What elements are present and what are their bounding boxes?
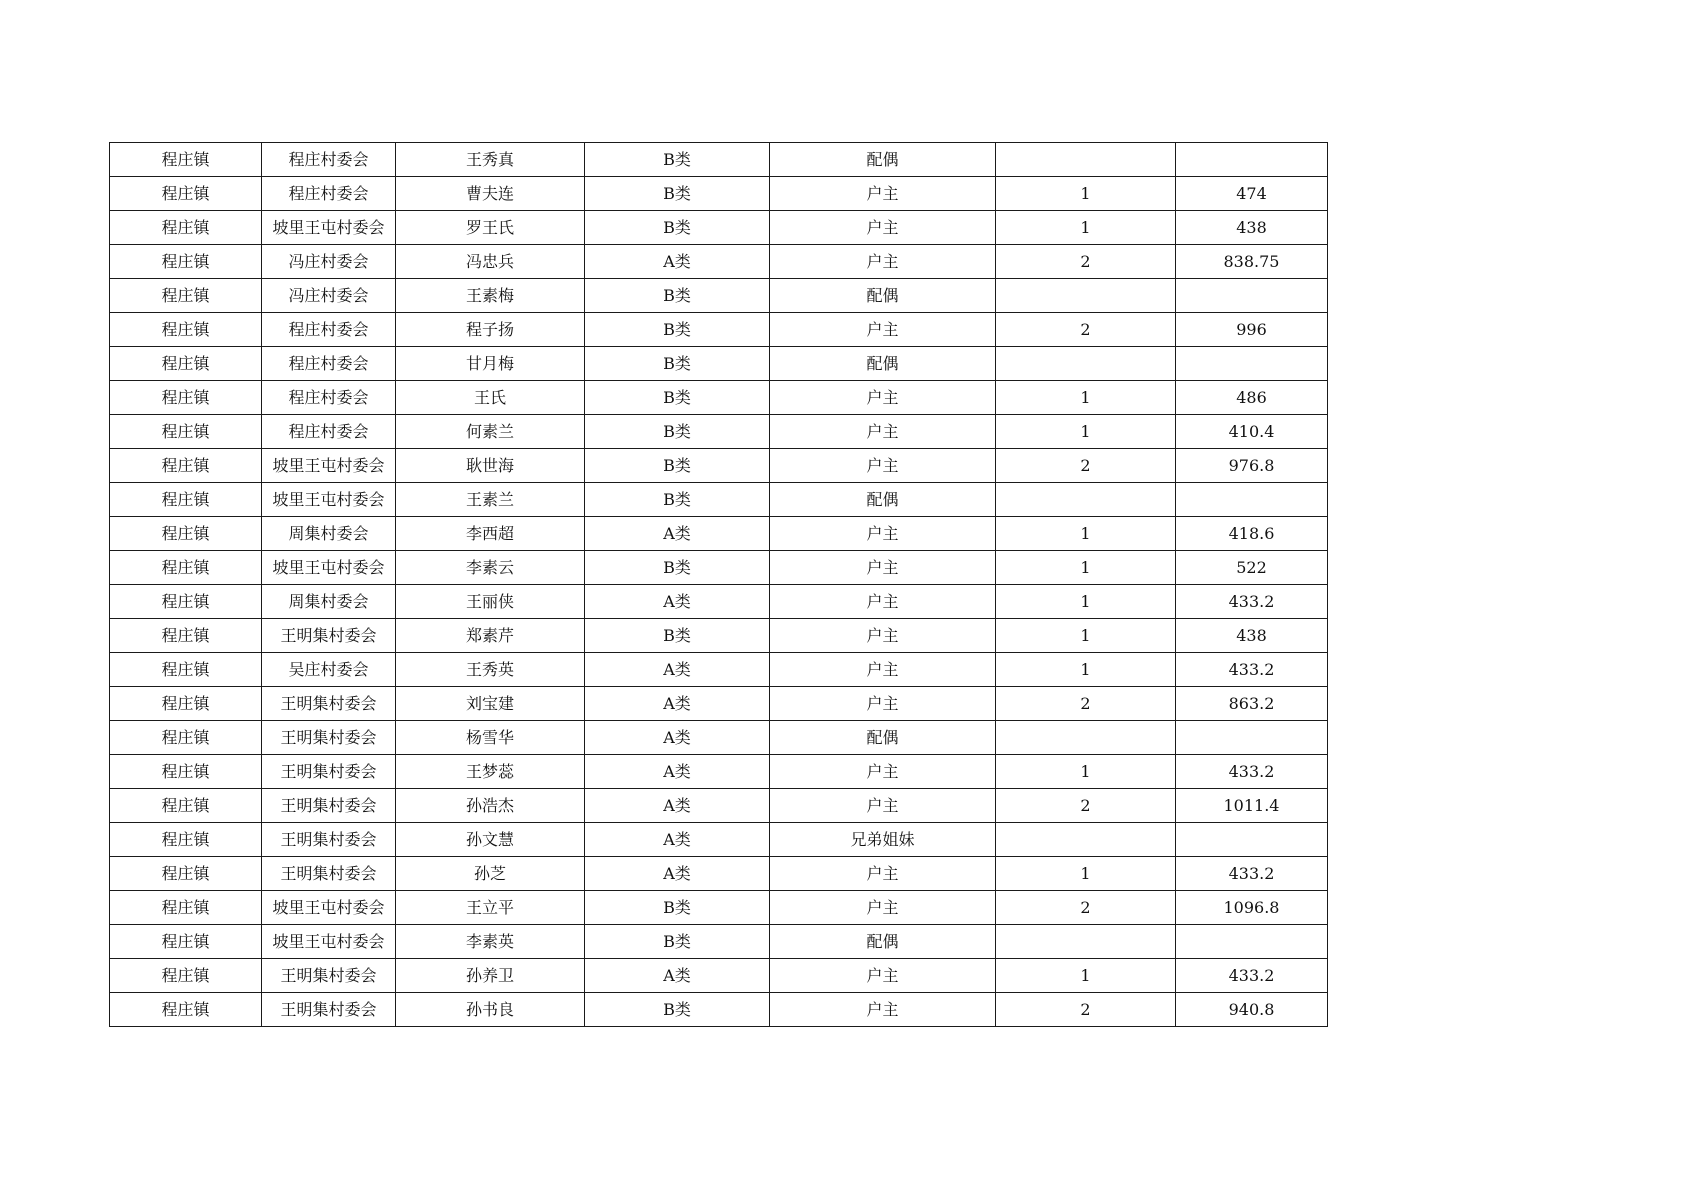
name-cell: 王素兰 [396, 483, 585, 517]
town-cell: 程庄镇 [110, 143, 262, 177]
table-row [110, 551, 1328, 585]
village-cell: 冯庄村委会 [262, 245, 396, 279]
category-cell: A类 [585, 857, 770, 891]
table-row [110, 279, 1328, 313]
category-cell: B类 [585, 993, 770, 1027]
table-row [110, 823, 1328, 857]
count-cell [996, 925, 1176, 959]
category-cell: B类 [585, 211, 770, 245]
town-cell: 程庄镇 [110, 857, 262, 891]
village-cell: 坡里王屯村委会 [262, 211, 396, 245]
amount-cell: 522 [1176, 551, 1328, 585]
town-cell: 程庄镇 [110, 381, 262, 415]
name-cell: 刘宝建 [396, 687, 585, 721]
village-cell: 王明集村委会 [262, 721, 396, 755]
name-cell: 王梦蕊 [396, 755, 585, 789]
village-cell: 程庄村委会 [262, 415, 396, 449]
relation-cell: 户主 [770, 313, 996, 347]
name-cell: 王秀真 [396, 143, 585, 177]
town-cell: 程庄镇 [110, 245, 262, 279]
town-cell: 程庄镇 [110, 619, 262, 653]
amount-cell: 838.75 [1176, 245, 1328, 279]
category-cell: A类 [585, 721, 770, 755]
name-cell: 程子扬 [396, 313, 585, 347]
table-row [110, 347, 1328, 381]
village-cell: 周集村委会 [262, 585, 396, 619]
relation-cell: 户主 [770, 653, 996, 687]
amount-cell: 418.6 [1176, 517, 1328, 551]
town-cell: 程庄镇 [110, 449, 262, 483]
relation-cell: 户主 [770, 381, 996, 415]
count-cell: 1 [996, 381, 1176, 415]
count-cell: 1 [996, 653, 1176, 687]
amount-cell: 976.8 [1176, 449, 1328, 483]
village-cell: 周集村委会 [262, 517, 396, 551]
amount-cell [1176, 347, 1328, 381]
town-cell: 程庄镇 [110, 823, 262, 857]
name-cell: 王秀英 [396, 653, 585, 687]
town-cell: 程庄镇 [110, 891, 262, 925]
category-cell: A类 [585, 959, 770, 993]
table-row [110, 313, 1328, 347]
name-cell: 李西超 [396, 517, 585, 551]
relation-cell: 配偶 [770, 143, 996, 177]
village-cell: 王明集村委会 [262, 789, 396, 823]
name-cell: 何素兰 [396, 415, 585, 449]
count-cell: 2 [996, 245, 1176, 279]
relation-cell: 户主 [770, 245, 996, 279]
data-sheet [109, 142, 1327, 1027]
count-cell: 1 [996, 857, 1176, 891]
category-cell: B类 [585, 891, 770, 925]
amount-cell: 1011.4 [1176, 789, 1328, 823]
village-cell: 王明集村委会 [262, 959, 396, 993]
amount-cell: 940.8 [1176, 993, 1328, 1027]
table-row [110, 245, 1328, 279]
count-cell: 2 [996, 789, 1176, 823]
category-cell: A类 [585, 585, 770, 619]
category-cell: B类 [585, 279, 770, 313]
amount-cell: 433.2 [1176, 755, 1328, 789]
amount-cell [1176, 925, 1328, 959]
category-cell: B类 [585, 619, 770, 653]
amount-cell: 410.4 [1176, 415, 1328, 449]
table-row [110, 993, 1328, 1027]
village-cell: 程庄村委会 [262, 381, 396, 415]
village-cell: 王明集村委会 [262, 619, 396, 653]
category-cell: A类 [585, 755, 770, 789]
category-cell: B类 [585, 381, 770, 415]
name-cell: 王立平 [396, 891, 585, 925]
village-cell: 坡里王屯村委会 [262, 551, 396, 585]
name-cell: 郑素芹 [396, 619, 585, 653]
name-cell: 孙书良 [396, 993, 585, 1027]
name-cell: 王丽侠 [396, 585, 585, 619]
count-cell: 1 [996, 211, 1176, 245]
amount-cell [1176, 483, 1328, 517]
relation-cell: 户主 [770, 755, 996, 789]
table-body [110, 143, 1328, 1027]
relation-cell: 户主 [770, 959, 996, 993]
relation-cell: 兄弟姐妹 [770, 823, 996, 857]
amount-cell: 433.2 [1176, 653, 1328, 687]
village-cell: 王明集村委会 [262, 823, 396, 857]
relation-cell: 户主 [770, 551, 996, 585]
category-cell: B类 [585, 551, 770, 585]
data-table [109, 142, 1328, 1027]
count-cell: 1 [996, 177, 1176, 211]
name-cell: 王氏 [396, 381, 585, 415]
name-cell: 孙养卫 [396, 959, 585, 993]
name-cell: 孙芝 [396, 857, 585, 891]
name-cell: 李素云 [396, 551, 585, 585]
count-cell: 1 [996, 517, 1176, 551]
village-cell: 王明集村委会 [262, 755, 396, 789]
table-row [110, 687, 1328, 721]
category-cell: B类 [585, 143, 770, 177]
count-cell: 2 [996, 313, 1176, 347]
count-cell: 1 [996, 619, 1176, 653]
village-cell: 程庄村委会 [262, 313, 396, 347]
count-cell [996, 721, 1176, 755]
relation-cell: 配偶 [770, 483, 996, 517]
amount-cell: 433.2 [1176, 857, 1328, 891]
village-cell: 王明集村委会 [262, 687, 396, 721]
table-row [110, 585, 1328, 619]
category-cell: A类 [585, 687, 770, 721]
town-cell: 程庄镇 [110, 959, 262, 993]
count-cell [996, 823, 1176, 857]
category-cell: B类 [585, 415, 770, 449]
amount-cell [1176, 279, 1328, 313]
town-cell: 程庄镇 [110, 789, 262, 823]
name-cell: 曹夫连 [396, 177, 585, 211]
amount-cell: 438 [1176, 619, 1328, 653]
count-cell: 2 [996, 993, 1176, 1027]
town-cell: 程庄镇 [110, 551, 262, 585]
category-cell: A类 [585, 789, 770, 823]
table-row [110, 449, 1328, 483]
relation-cell: 户主 [770, 891, 996, 925]
amount-cell [1176, 823, 1328, 857]
count-cell [996, 143, 1176, 177]
town-cell: 程庄镇 [110, 313, 262, 347]
count-cell [996, 347, 1176, 381]
count-cell: 1 [996, 585, 1176, 619]
amount-cell: 438 [1176, 211, 1328, 245]
category-cell: B类 [585, 177, 770, 211]
table-row [110, 755, 1328, 789]
town-cell: 程庄镇 [110, 585, 262, 619]
table-row [110, 143, 1328, 177]
town-cell: 程庄镇 [110, 755, 262, 789]
amount-cell: 996 [1176, 313, 1328, 347]
count-cell: 2 [996, 449, 1176, 483]
relation-cell: 配偶 [770, 279, 996, 313]
name-cell: 孙文慧 [396, 823, 585, 857]
village-cell: 程庄村委会 [262, 143, 396, 177]
village-cell: 冯庄村委会 [262, 279, 396, 313]
village-cell: 坡里王屯村委会 [262, 891, 396, 925]
relation-cell: 户主 [770, 857, 996, 891]
amount-cell [1176, 721, 1328, 755]
village-cell: 程庄村委会 [262, 177, 396, 211]
relation-cell: 户主 [770, 449, 996, 483]
category-cell: A类 [585, 823, 770, 857]
town-cell: 程庄镇 [110, 279, 262, 313]
village-cell: 王明集村委会 [262, 857, 396, 891]
table-row [110, 857, 1328, 891]
table-row [110, 517, 1328, 551]
town-cell: 程庄镇 [110, 483, 262, 517]
name-cell: 孙浩杰 [396, 789, 585, 823]
relation-cell: 户主 [770, 619, 996, 653]
town-cell: 程庄镇 [110, 177, 262, 211]
name-cell: 罗王氏 [396, 211, 585, 245]
count-cell: 1 [996, 551, 1176, 585]
amount-cell [1176, 143, 1328, 177]
table-row [110, 177, 1328, 211]
name-cell: 王素梅 [396, 279, 585, 313]
relation-cell: 配偶 [770, 925, 996, 959]
amount-cell: 486 [1176, 381, 1328, 415]
table-row [110, 891, 1328, 925]
count-cell: 2 [996, 891, 1176, 925]
relation-cell: 户主 [770, 585, 996, 619]
category-cell: B类 [585, 347, 770, 381]
category-cell: A类 [585, 245, 770, 279]
relation-cell: 户主 [770, 517, 996, 551]
count-cell: 2 [996, 687, 1176, 721]
relation-cell: 户主 [770, 177, 996, 211]
table-row [110, 483, 1328, 517]
count-cell [996, 279, 1176, 313]
town-cell: 程庄镇 [110, 415, 262, 449]
relation-cell: 户主 [770, 415, 996, 449]
amount-cell: 474 [1176, 177, 1328, 211]
table-row [110, 721, 1328, 755]
category-cell: B类 [585, 483, 770, 517]
town-cell: 程庄镇 [110, 687, 262, 721]
category-cell: A类 [585, 653, 770, 687]
village-cell: 坡里王屯村委会 [262, 449, 396, 483]
table-row [110, 653, 1328, 687]
count-cell [996, 483, 1176, 517]
town-cell: 程庄镇 [110, 993, 262, 1027]
category-cell: B类 [585, 449, 770, 483]
village-cell: 王明集村委会 [262, 993, 396, 1027]
name-cell: 李素英 [396, 925, 585, 959]
relation-cell: 户主 [770, 687, 996, 721]
town-cell: 程庄镇 [110, 721, 262, 755]
table-row [110, 789, 1328, 823]
amount-cell: 433.2 [1176, 585, 1328, 619]
table-row [110, 925, 1328, 959]
village-cell: 程庄村委会 [262, 347, 396, 381]
village-cell: 坡里王屯村委会 [262, 483, 396, 517]
village-cell: 吴庄村委会 [262, 653, 396, 687]
name-cell: 杨雪华 [396, 721, 585, 755]
town-cell: 程庄镇 [110, 925, 262, 959]
town-cell: 程庄镇 [110, 347, 262, 381]
relation-cell: 配偶 [770, 347, 996, 381]
count-cell: 1 [996, 959, 1176, 993]
amount-cell: 1096.8 [1176, 891, 1328, 925]
category-cell: B类 [585, 313, 770, 347]
category-cell: A类 [585, 517, 770, 551]
table-row [110, 959, 1328, 993]
count-cell: 1 [996, 755, 1176, 789]
relation-cell: 户主 [770, 993, 996, 1027]
table-row [110, 381, 1328, 415]
relation-cell: 户主 [770, 211, 996, 245]
relation-cell: 户主 [770, 789, 996, 823]
table-row [110, 415, 1328, 449]
name-cell: 耿世海 [396, 449, 585, 483]
amount-cell: 863.2 [1176, 687, 1328, 721]
category-cell: B类 [585, 925, 770, 959]
name-cell: 冯忠兵 [396, 245, 585, 279]
village-cell: 坡里王屯村委会 [262, 925, 396, 959]
town-cell: 程庄镇 [110, 517, 262, 551]
amount-cell: 433.2 [1176, 959, 1328, 993]
count-cell: 1 [996, 415, 1176, 449]
relation-cell: 配偶 [770, 721, 996, 755]
table-row [110, 619, 1328, 653]
name-cell: 甘月梅 [396, 347, 585, 381]
town-cell: 程庄镇 [110, 653, 262, 687]
table-row [110, 211, 1328, 245]
town-cell: 程庄镇 [110, 211, 262, 245]
